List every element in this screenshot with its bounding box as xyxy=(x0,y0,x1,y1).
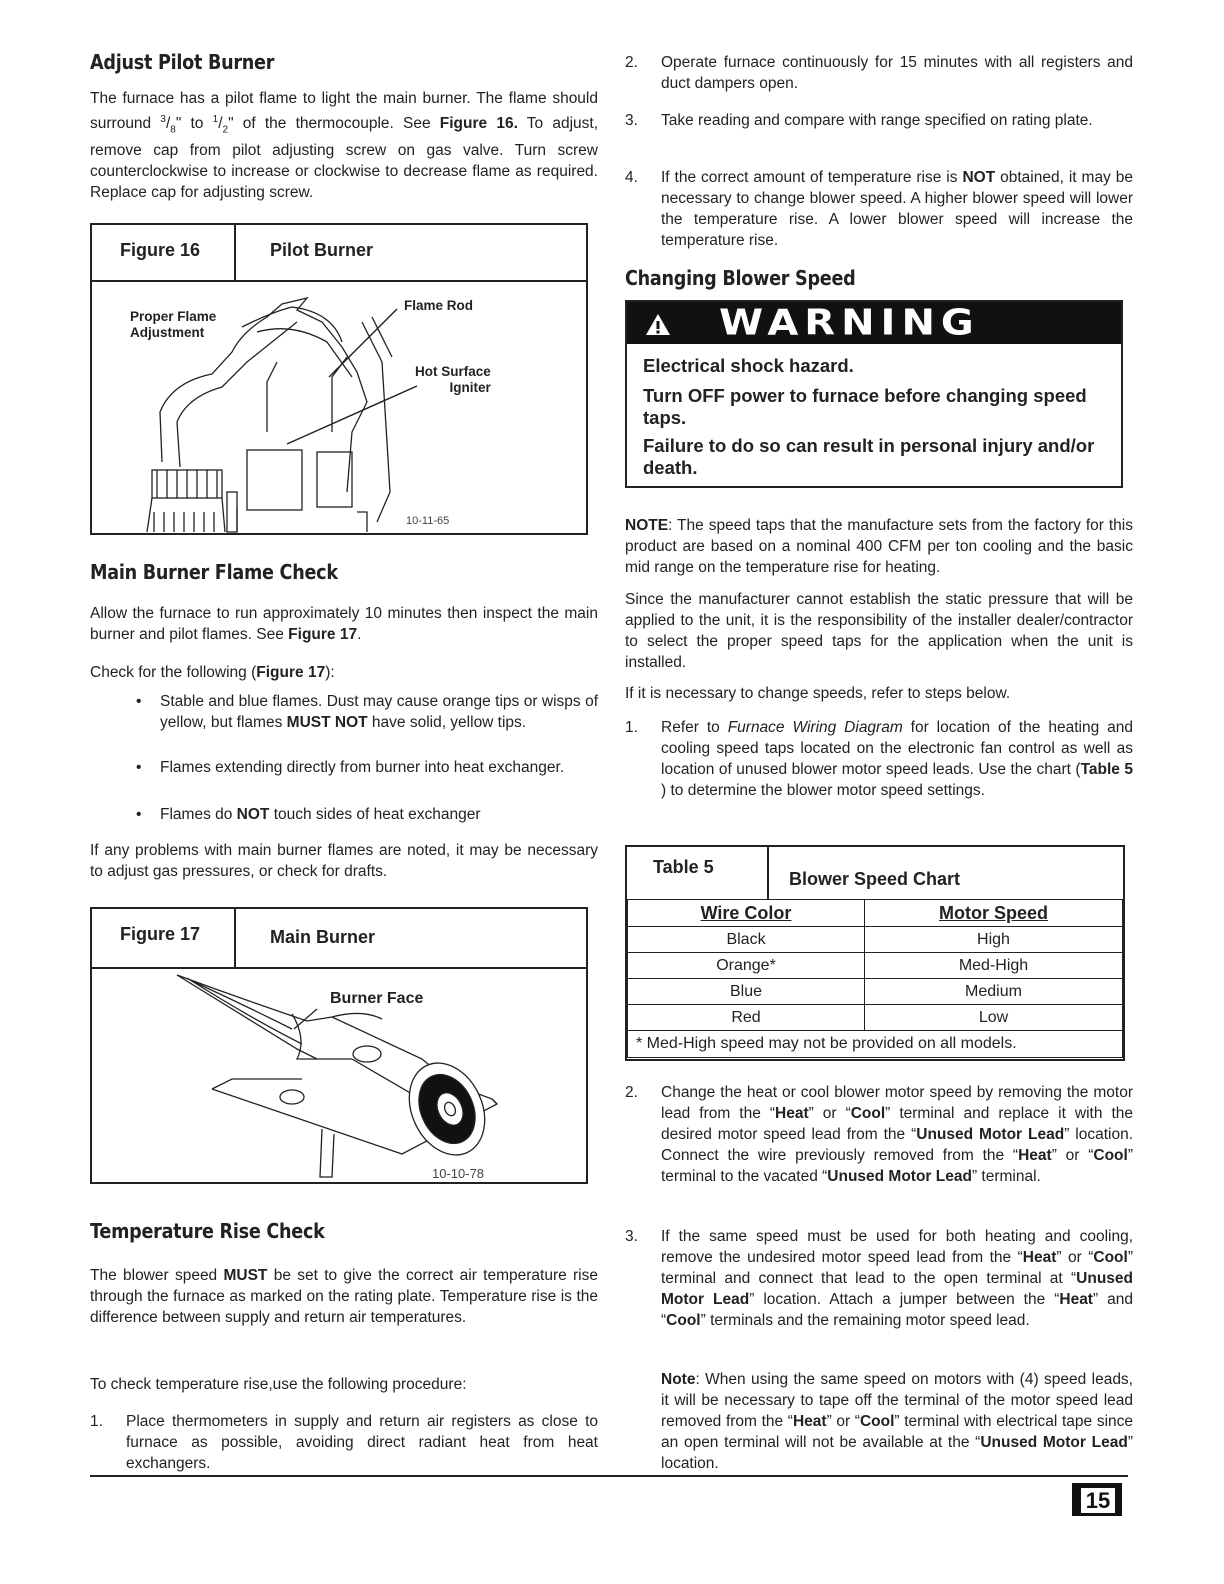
wire-cell: Red xyxy=(628,1005,865,1031)
figure-17-label: Figure 17 xyxy=(120,924,201,944)
figure-17-code: 10-10-78 xyxy=(432,1166,485,1181)
adjust-pilot-paragraph: The furnace has a pilot flame to light the main burner. The flame should surround $^3/_8$" to $^1/_2$" of the thermocouple. See Figure 16. To adjust, remove cap from pilot adjusting screw on gas valve. Turn screw counterclockwise to increase or clockwise to decrease flame as required. Replace cap for adjusting screw. xyxy=(90,90,599,202)
warning-box xyxy=(625,300,1123,488)
speed-cell: High xyxy=(865,927,1123,953)
temp-rise-step-1: 1. Place thermometers in supply and return air registers as close to furnace as possible, avoiding direct radiant heat from heat exchangers. xyxy=(90,1413,598,1472)
warning-banner xyxy=(627,302,1121,344)
callout-proper-flame: Proper Flame Adjustment xyxy=(130,309,217,340)
warning-line-2: Turn OFF power to furnace before changing speed taps. xyxy=(643,385,1087,428)
warning-triangle-icon xyxy=(645,312,671,336)
warning-line-1: Electrical shock hazard. xyxy=(643,355,854,376)
main-burner-paragraph-1: Allow the furnace to run approximately 10 minutes then inspect the main burner and pilot flames. See Figure 17. xyxy=(90,605,598,643)
figure-16-code: 10-11-65 xyxy=(406,515,450,527)
figure-17 xyxy=(90,907,588,1184)
wire-cell: Blue xyxy=(628,979,865,1005)
wire-cell: Orange* xyxy=(628,953,865,979)
table-5 xyxy=(625,845,1125,1061)
heading-adjust-pilot-burner: Adjust Pilot Burner xyxy=(90,50,275,74)
figure-17-title: Main Burner xyxy=(270,927,376,947)
table-row xyxy=(628,953,1123,979)
main-burner-paragraph-2: Check for the following (Figure 17): xyxy=(90,664,335,681)
table-row xyxy=(628,927,1123,953)
figure-16-divider xyxy=(234,225,236,280)
speed-cell: Med-High xyxy=(865,953,1123,979)
blower-paragraph-2: Since the manufacturer cannot establish the static pressure that will be applied to the unit, it is the responsibility of the installer dealer/contractor to select the proper speed taps for the application when the unit is installed. xyxy=(625,591,1133,671)
blower-speed-table xyxy=(627,899,1123,1058)
temp-rise-paragraph-1: The blower speed MUST be set to give the correct air temperature rise through the furnace as marked on the rating plate. Temperature rise is the difference between supply and return air temperatures. xyxy=(90,1267,598,1326)
speed-cell: Low xyxy=(865,1005,1123,1031)
blower-step-3: 3. If the same speed must be used for both heating and cooling, remove the undesired motor speed lead from the “Heat” or “Cool” terminal and connect that lead to the open terminal at “Unused Motor Lead” location. Attach a jumper between the “Heat” and “Cool” terminals and the remaining motor speed lead. xyxy=(625,1228,1133,1329)
table-footnote-row xyxy=(628,1031,1123,1058)
figure-16-title: Pilot Burner xyxy=(270,240,374,260)
col-motor-speed: Motor Speed xyxy=(865,900,1123,927)
blower-note-paragraph: NOTE: The speed taps that the manufacture sets from the factory for this product are based on a nominal 400 CFM per ton cooling and the basic mid range on the temperature rise for heating. xyxy=(625,517,1133,576)
temp-rise-step-2: 2. Operate furnace continuously for 15 minutes with all registers and duct dampers open. xyxy=(625,54,1133,92)
callout-burner-face: Burner Face xyxy=(330,990,424,1007)
figure-16 xyxy=(90,223,588,535)
table-5-label-cell xyxy=(627,847,769,899)
temp-rise-step-4: 4. If the correct amount of temperature rise is NOT obtained, it may be necessary to change blower speed. A higher blower speed will lower the temperature rise. A lower blower speed will increase the temperature rise. xyxy=(625,169,1133,249)
figure-16-label: Figure 16 xyxy=(120,240,201,260)
page-number: 15 xyxy=(1080,1487,1116,1514)
blower-step-1: 1. Refer to Furnace Wiring Diagram for location of the heating and cooling speed taps located on the electronic fan control as well as location of unused blower motor speed leads. Use the chart (Table 5 ) to determine the blower motor speed settings. xyxy=(625,719,1133,799)
heading-main-burner-flame-check: Main Burner Flame Check xyxy=(90,560,338,584)
callout-flame-rod: Flame Rod xyxy=(404,298,474,313)
warning-title: WARNING xyxy=(719,302,980,344)
warning-line-3: Failure to do so can result in personal injury and/or death. xyxy=(643,435,1095,478)
main-burner-paragraph-3: If any problems with main burner flames are noted, it may be necessary to adjust gas pressures, or check for drafts. xyxy=(90,842,598,880)
blower-step-2: 2. Change the heat or cool blower motor speed by removing the motor lead from the “Heat” or “Cool” terminal and replace it with the desired motor speed lead from the “Unused Motor Lead” location. Connect the wire previously removed from the “Heat” or “Cool” terminal to the vacated “Unused Motor Lead” terminal. xyxy=(625,1084,1134,1185)
table-5-title: Blower Speed Chart xyxy=(789,869,961,889)
footer-rule xyxy=(90,1475,1128,1477)
heading-changing-blower-speed: Changing Blower Speed xyxy=(625,266,856,290)
bullet-flames-not-touch: • Flames do NOT touch sides of heat exchanger xyxy=(136,806,481,823)
figure-17-divider xyxy=(234,909,236,967)
wire-cell: Black xyxy=(628,927,865,953)
table-row xyxy=(628,979,1123,1005)
col-wire-color: Wire Color xyxy=(628,900,865,927)
callout-hot-surface-igniter: Hot Surface Igniter xyxy=(415,364,491,395)
bullet-flames-extending: • Flames extending directly from burner into heat exchanger. xyxy=(136,759,565,776)
heading-temperature-rise-check: Temperature Rise Check xyxy=(90,1219,325,1243)
speed-cell: Medium xyxy=(865,979,1123,1005)
page-number-box xyxy=(1072,1483,1122,1516)
bullet-stable-blue-flames: • Stable and blue flames. Dust may cause orange tips or wisps of yellow, but flames MUST NOT have solid, yellow tips. xyxy=(136,693,598,731)
table-footnote: * Med-High speed may not be provided on all models. xyxy=(628,1031,1123,1058)
temp-rise-step-3: 3. Take reading and compare with range specified on rating plate. xyxy=(625,112,1093,129)
blower-paragraph-3: If it is necessary to change speeds, refer to steps below. xyxy=(625,685,1011,702)
table-row xyxy=(628,1005,1123,1031)
temp-rise-paragraph-2: To check temperature rise,use the following procedure: xyxy=(90,1376,467,1393)
table-5-label: Table 5 xyxy=(653,857,714,877)
table-header-row xyxy=(628,900,1123,927)
blower-note-2: Note: When using the same speed on motors with (4) speed leads, it will be necessary to tape off the terminal of the motor speed lead removed from the “Heat” or “Cool” terminal with electrical tape since an open terminal will not be available at the “Unused Motor Lead” location. xyxy=(661,1371,1133,1472)
